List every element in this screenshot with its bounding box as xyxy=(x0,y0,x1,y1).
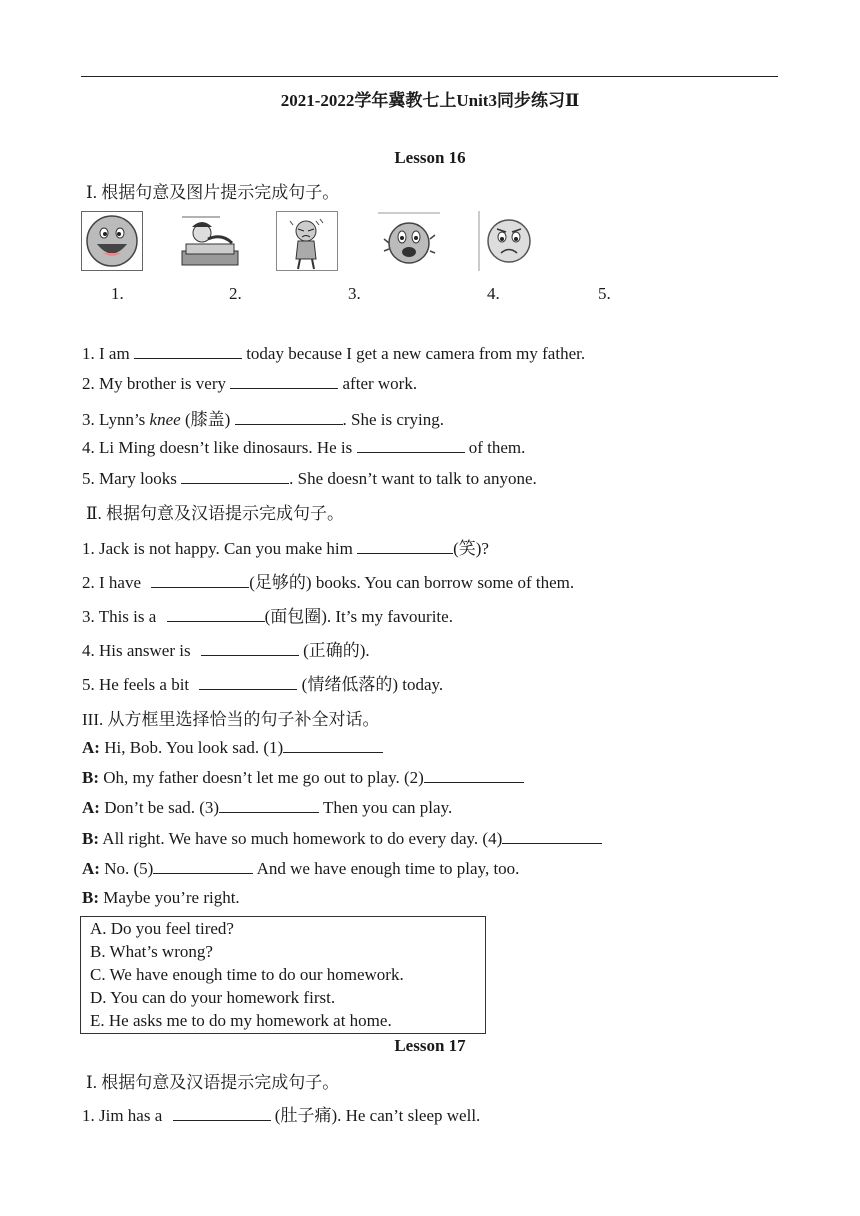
dialogue-line: B: All right. We have so much homework to do every day. (4) xyxy=(82,828,602,849)
answer-blank[interactable] xyxy=(151,572,249,588)
answer-blank[interactable] xyxy=(173,1105,271,1121)
dialogue-line: A: Hi, Bob. You look sad. (1) xyxy=(82,737,383,758)
answer-blank[interactable] xyxy=(167,606,265,622)
question-item: 4. His answer is (正确的). xyxy=(82,641,370,660)
picture-number: 1. xyxy=(111,284,124,303)
dialogue-line: B: Oh, my father doesn’t let me go out to play. (2) xyxy=(82,767,524,788)
option-item: E. He asks me to do my homework at home. xyxy=(90,1011,392,1030)
answer-blank[interactable] xyxy=(235,409,343,425)
option-item: D. You can do your homework first. xyxy=(90,988,336,1007)
answer-blank[interactable] xyxy=(153,858,253,874)
question-item: 2. I have (足够的) books. You can borrow some of them. xyxy=(82,573,575,592)
section-2-heading: Ⅱ. 根据句意及汉语提示完成句子。 xyxy=(86,504,345,523)
answer-blank[interactable] xyxy=(357,538,453,554)
dialogue-line: A: No. (5) And we have enough time to play, too. xyxy=(82,859,520,878)
option-item: A. Do you feel tired? xyxy=(90,919,234,938)
answer-blank[interactable] xyxy=(199,674,297,690)
answer-blank[interactable] xyxy=(134,343,242,359)
picture-number: 3. xyxy=(348,284,361,303)
answer-blank[interactable] xyxy=(424,767,524,783)
question-item: 4. Li Ming doesn’t like dinosaurs. He is of them. xyxy=(82,438,526,457)
question-item: 1. Jack is not happy. Can you make him (笑)? xyxy=(82,539,489,558)
picture-number: 5. xyxy=(598,284,611,303)
picture-number: 4. xyxy=(487,284,500,303)
page-title: 2021-2022学年冀教七上Unit3同步练习Ⅱ xyxy=(280,91,580,110)
header-rule xyxy=(81,76,778,77)
crying-person-icon xyxy=(276,211,338,271)
tired-person-icon xyxy=(180,211,240,271)
answer-blank[interactable] xyxy=(201,640,299,656)
dialogue-line: B: Maybe you’re right. xyxy=(82,888,240,907)
answer-blank[interactable] xyxy=(219,797,319,813)
question-item: 5. He feels a bit (情绪低落的) today. xyxy=(82,675,444,694)
question-item: 3. Lynn’s knee (膝盖) . She is crying. xyxy=(82,410,445,429)
answer-blank[interactable] xyxy=(502,828,602,844)
answer-blank[interactable] xyxy=(230,373,338,389)
section-1-heading: Ⅰ. 根据句意及图片提示完成句子。 xyxy=(86,183,340,202)
question-item: 2. My brother is very after work. xyxy=(82,374,418,393)
question-item: 1. Jim has a (肚子痛). He can’t sleep well. xyxy=(82,1106,481,1125)
lesson-17-heading: Lesson 17 xyxy=(394,1036,466,1055)
section-3-heading: III. 从方框里选择恰当的句子补全对话。 xyxy=(82,710,380,729)
sad-face-icon xyxy=(478,211,540,271)
dialogue-line: A: Don’t be sad. (3) Then you can play. xyxy=(82,798,453,817)
option-item: B. What’s wrong? xyxy=(90,942,213,961)
happy-face-icon xyxy=(81,211,143,271)
answer-blank[interactable] xyxy=(283,737,383,753)
answer-blank[interactable] xyxy=(181,468,289,484)
option-item: C. We have enough time to do our homework. xyxy=(90,965,404,984)
lesson-17-section-1-heading: Ⅰ. 根据句意及汉语提示完成句子。 xyxy=(86,1073,340,1092)
scared-face-icon xyxy=(378,211,440,271)
question-item: 5. Mary looks . She doesn’t want to talk to anyone. xyxy=(82,469,537,488)
lesson-16-heading: Lesson 16 xyxy=(394,148,466,167)
answer-blank[interactable] xyxy=(357,437,465,453)
options-box xyxy=(80,916,486,1034)
question-item: 1. I am today because I get a new camera from my father. xyxy=(82,344,586,363)
picture-number: 2. xyxy=(229,284,242,303)
question-item: 3. This is a (面包圈). It’s my favourite. xyxy=(82,607,453,626)
